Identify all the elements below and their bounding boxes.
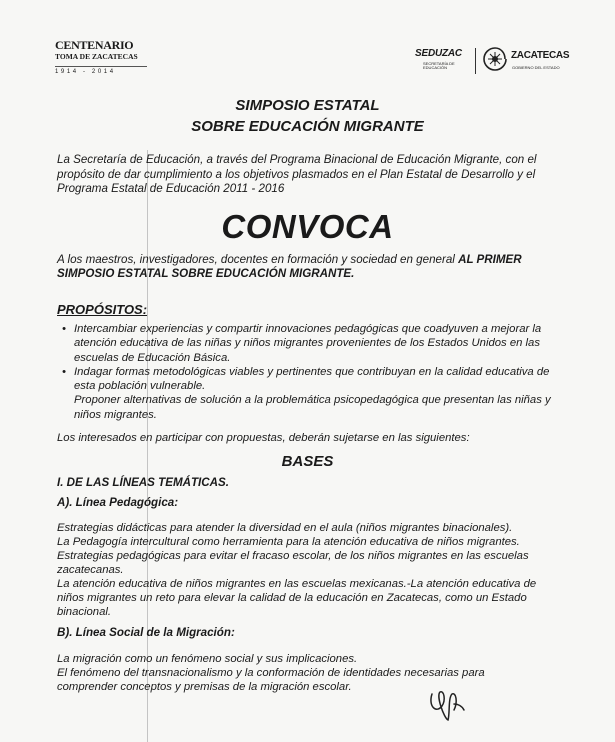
zacatecas-subtitle: GOBIERNO DEL ESTADO xyxy=(512,65,560,70)
linea-a-item: La atención educativa de niños migrantes en las escuelas mexicanas.-La atención educativa de xyxy=(57,578,537,590)
seduzac-subtitle: SECRETARÍA DE EDUCACIÓN xyxy=(423,61,455,70)
linea-a-item: Estrategias pedagógicas para evitar el fracaso escolar, de los niños migrantes en las escuelas xyxy=(57,550,529,562)
linea-a-item: niños migrantes un reto para elevar la calidad de la educación en Zacatecas, como un Estado xyxy=(57,592,527,604)
interesados-text: Los interesados en participar con propuestas, deberán sujetarse en las siguientes: xyxy=(57,432,470,444)
propositos-list xyxy=(60,322,565,422)
zacatecas-wordmark: ZACATECAS xyxy=(511,50,570,61)
title-line-1: SIMPOSIO ESTATAL xyxy=(235,97,380,114)
logo-left-line3: 1914 - 2014 xyxy=(55,66,147,75)
seduzac-wordmark: SEDUZAC xyxy=(415,48,462,59)
logo-left-line1: CENTENARIO xyxy=(55,38,134,52)
linea-a-item: La Pedagogía intercultural como herramienta para la atención educativa de niños migrantes. xyxy=(57,536,520,548)
proposito-item: Proponer alternativas de solución a la problemática psicopedagógica que presentan las niñas y niños migrantes. xyxy=(74,394,551,421)
linea-b-item: La migración como un fenómeno social y sus implicaciones. xyxy=(57,653,358,665)
bases-heading: BASES xyxy=(281,453,334,470)
proposito-item: • Intercambiar experiencias y compartir innovaciones pedagógicas que coadyuven a mejorar la atención educativa de las niñas y niños migrantes provenientes de los Estados Unidos en las escuelas de Educación Básica. xyxy=(60,322,565,365)
title-line-2: SOBRE EDUCACIÓN MIGRANTE xyxy=(191,118,424,135)
zacatecas-emblem-icon xyxy=(481,45,509,73)
convoca-paragraph xyxy=(57,253,572,281)
logo-divider xyxy=(475,48,476,74)
convoca-bold-text: AL PRIMER SIMPOSIO ESTATAL SOBRE EDUCACIÓN MIGRANTE. xyxy=(57,253,522,280)
seduzac-zacatecas-logo xyxy=(415,44,570,76)
signature-icon xyxy=(426,684,466,724)
proposito-item: • Indagar formas metodológicas viables y pertinentes que contribuyan en la calidad educativa de esta población vulnerable. xyxy=(60,365,565,394)
linea-b-item: El fenómeno del transnacionalismo y la conformación de identidades necesarias para xyxy=(57,667,485,679)
convoca-heading: CONVOCA xyxy=(221,208,394,245)
linea-social-heading: B). Línea Social de la Migración: xyxy=(57,626,235,639)
linea-a-item: zacatecanas. xyxy=(57,564,124,576)
centenario-logo xyxy=(55,38,147,86)
convoca-text: A los maestros, investigadores, docentes en formación y sociedad en general xyxy=(57,253,455,266)
section-lineas-tematicas: I. DE LAS LÍNEAS TEMÁTICAS. xyxy=(57,476,229,489)
logo-left-line2: TOMA DE ZACATECAS xyxy=(55,52,138,61)
linea-a-item: Estrategias didácticas para atender la diversidad en el aula (niños migrantes binacionales). xyxy=(57,522,513,534)
propositos-heading: PROPÓSITOS: xyxy=(57,302,148,317)
linea-b-item: comprender conceptos y premisas de la migración escolar. xyxy=(57,681,352,693)
linea-a-item: binacional. xyxy=(57,606,112,618)
intro-paragraph: La Secretaría de Educación, a través del Programa Binacional de Educación Migrante, con el propósito de dar cumplimiento a los objetivos plasmados en el Plan Estatal de Desarrollo y el Programa Estatal de Educación 2011 - 2016 xyxy=(57,153,537,195)
linea-pedagogica-heading: A). Línea Pedagógica: xyxy=(57,496,179,509)
